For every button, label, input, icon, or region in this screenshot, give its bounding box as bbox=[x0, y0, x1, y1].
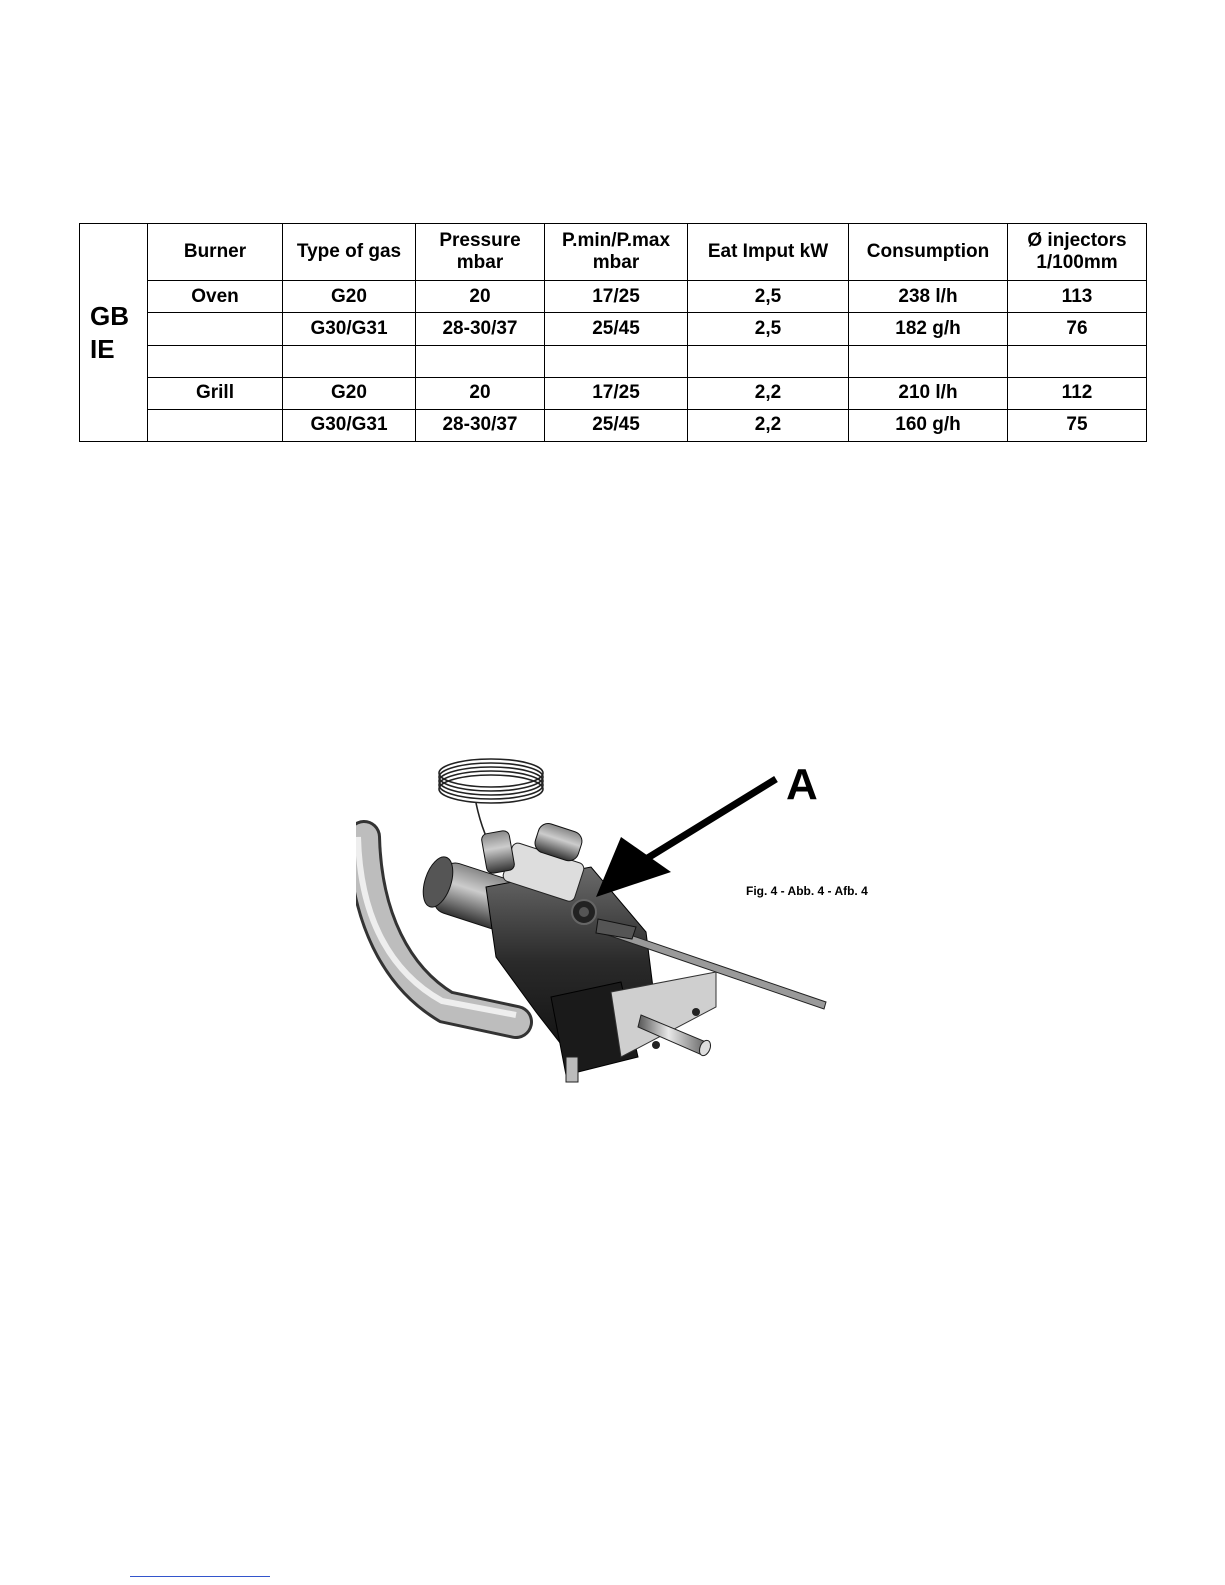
header-pmin-pmax: P.min/P.max mbar bbox=[545, 224, 688, 281]
cell-consumption: 238 l/h bbox=[849, 281, 1008, 313]
cell-kw: 2,2 bbox=[688, 409, 849, 441]
cell-consumption: 182 g/h bbox=[849, 313, 1008, 345]
cell-consumption bbox=[849, 345, 1008, 377]
table-row bbox=[80, 281, 1147, 313]
cell-injectors: 112 bbox=[1008, 377, 1147, 409]
header-heat-input: Eat Imput kW bbox=[688, 224, 849, 281]
cell-pminmax bbox=[545, 345, 688, 377]
cell-gas: G20 bbox=[283, 377, 416, 409]
cell-burner bbox=[148, 345, 283, 377]
country-code-cell bbox=[80, 224, 148, 442]
cell-pminmax: 25/45 bbox=[545, 313, 688, 345]
cell-burner bbox=[148, 409, 283, 441]
cell-consumption: 210 l/h bbox=[849, 377, 1008, 409]
table-row bbox=[80, 377, 1147, 409]
header-burner: Burner bbox=[148, 224, 283, 281]
table-row bbox=[80, 313, 1147, 345]
cell-pminmax: 25/45 bbox=[545, 409, 688, 441]
cell-injectors: 76 bbox=[1008, 313, 1147, 345]
cell-injectors bbox=[1008, 345, 1147, 377]
header-injectors: Ø injectors 1/100mm bbox=[1008, 224, 1147, 281]
cell-burner bbox=[148, 313, 283, 345]
header-consumption: Consumption bbox=[849, 224, 1008, 281]
gas-valve-illustration bbox=[356, 757, 836, 1107]
header-gas-type: Type of gas bbox=[283, 224, 416, 281]
arrow-a bbox=[596, 779, 776, 897]
cell-injectors: 113 bbox=[1008, 281, 1147, 313]
cell-consumption: 160 g/h bbox=[849, 409, 1008, 441]
cell-injectors: 75 bbox=[1008, 409, 1147, 441]
cell-gas bbox=[283, 345, 416, 377]
cell-pressure: 20 bbox=[416, 377, 545, 409]
cell-kw: 2,5 bbox=[688, 281, 849, 313]
cell-kw: 2,2 bbox=[688, 377, 849, 409]
cell-pressure: 20 bbox=[416, 281, 545, 313]
cell-kw bbox=[688, 345, 849, 377]
gas-specification-table bbox=[79, 223, 1147, 442]
cell-pressure: 28-30/37 bbox=[416, 409, 545, 441]
header-pressure: Pressure mbar bbox=[416, 224, 545, 281]
cell-pminmax: 17/25 bbox=[545, 281, 688, 313]
cell-gas: G30/G31 bbox=[283, 313, 416, 345]
country-gb: GB bbox=[90, 300, 129, 331]
cell-kw: 2,5 bbox=[688, 313, 849, 345]
country-ie: IE bbox=[90, 333, 115, 364]
table-header-row bbox=[80, 224, 1147, 281]
footer-rule bbox=[130, 1576, 270, 1577]
cell-burner: Grill bbox=[148, 377, 283, 409]
figure-caption: Fig. 4 - Abb. 4 - Afb. 4 bbox=[746, 884, 868, 898]
cell-pressure bbox=[416, 345, 545, 377]
table-row bbox=[80, 345, 1147, 377]
cell-pminmax: 17/25 bbox=[545, 377, 688, 409]
cell-gas: G30/G31 bbox=[283, 409, 416, 441]
cell-pressure: 28-30/37 bbox=[416, 313, 545, 345]
cell-burner: Oven bbox=[148, 281, 283, 313]
table-row bbox=[80, 409, 1147, 441]
figure-label-a: A bbox=[786, 760, 818, 809]
cell-gas: G20 bbox=[283, 281, 416, 313]
